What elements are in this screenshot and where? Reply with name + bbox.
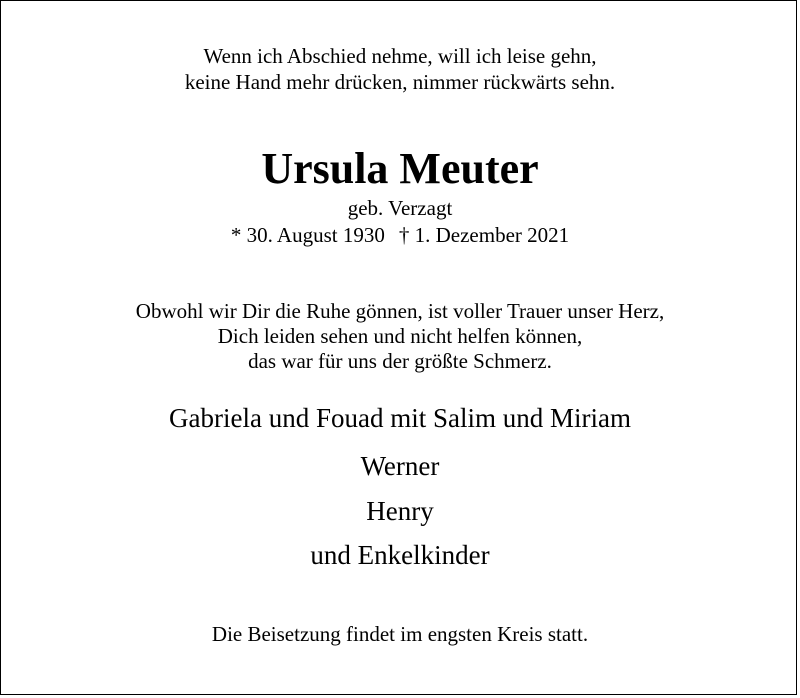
mourner-line-4: und Enkelkinder <box>310 540 490 570</box>
death-date: † 1. Dezember 2021 <box>398 223 570 247</box>
mourner-line-3: Henry <box>366 496 434 526</box>
birth-date: * 30. August 1930 <box>230 223 385 247</box>
life-dates <box>0 222 800 248</box>
birth-name: geb. Verzagt <box>347 196 453 220</box>
funeral-note: Die Beisetzung findet im engsten Kreis statt. <box>211 622 589 646</box>
closing-verse-line-2: Dich leiden sehen und nicht helfen können, <box>217 324 583 348</box>
deceased-name: Ursula Meuter <box>261 144 539 193</box>
opening-verse-line-1: Wenn ich Abschied nehme, will ich leise gehn, <box>203 44 597 68</box>
closing-verse-line-1: Obwohl wir Dir die Ruhe gönnen, ist voller Trauer unser Herz, <box>135 299 665 323</box>
mourner-line-2: Werner <box>360 451 440 481</box>
mourner-line-1: Gabriela und Fouad mit Salim und Miriam <box>169 403 631 433</box>
opening-verse-line-2: keine Hand mehr drücken, nimmer rückwärts sehn. <box>184 70 616 94</box>
closing-verse-line-3: das war für uns der größte Schmerz. <box>248 349 552 373</box>
